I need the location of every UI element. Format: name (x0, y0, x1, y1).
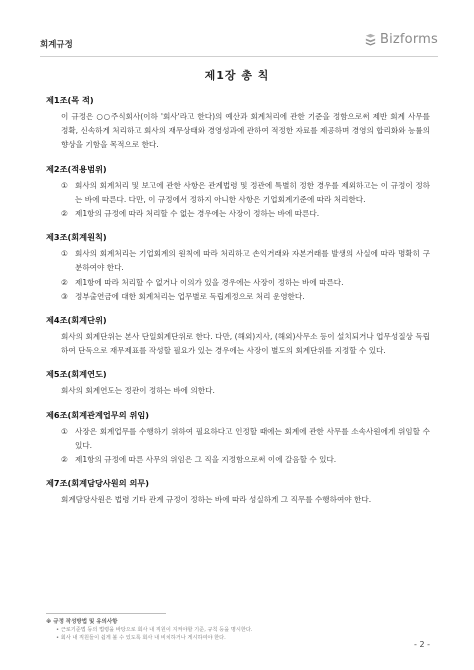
article-4 (46, 315, 430, 358)
article-text: 회사의 회계연도는 정관이 정하는 바에 의한다. (61, 386, 215, 396)
clause-text: 회사의 회계처리 및 보고에 관한 사항은 관계법령 및 정관에 특별히 정한 경우를 제외하고는 이 규정이 정하는 바에 따른다. 다만, 이 규정에서 정하지 아니한 사항은 기업회계기준에 따라 처리한다. (75, 180, 430, 204)
article-clause (46, 425, 430, 453)
clause-number: ② (61, 455, 68, 465)
clause-number: ① (61, 249, 68, 259)
footnote-line: • 근로기준법 등의 법령을 바탕으로 회사 내 직원이 지켜야할 기준, 규칙 등을 명시한다. (56, 627, 253, 633)
article-clause (46, 179, 430, 207)
brand-name: Bizforms (379, 32, 438, 47)
article-1 (46, 95, 430, 153)
clause-number: ① (61, 426, 68, 436)
article-5 (46, 369, 430, 398)
clause-number: ② (61, 209, 68, 219)
clause-text: 제1항의 규정에 따른 사무의 위임은 그 직을 지정함으로써 이에 갈음할 수 있다. (75, 455, 337, 465)
clause-text: 회사의 회계처리는 기업회계의 원칙에 따라 처리하고 손익거래와 자본거래를 발생의 사실에 따라 명확히 구분하여야 한다. (75, 249, 430, 273)
brand-logo (364, 32, 438, 47)
article-6 (46, 410, 430, 468)
article-heading: 제3조(회계원칙) (46, 232, 107, 243)
article-heading: 제5조(회계연도) (46, 369, 107, 380)
article-7 (46, 478, 430, 507)
article-clause (46, 276, 430, 290)
article-heading: 제4조(회계단위) (46, 315, 107, 326)
article-text: 회계담당사원은 법령 기타 관계 규정이 정하는 바에 따라 성실하게 그 직무를 수행하여야 한다. (61, 495, 372, 505)
page-header (40, 30, 438, 54)
clause-text: 사장은 회계업무를 수행하기 위하여 필요하다고 인정할 때에는 회계에 관한 사무를 소속사원에게 위임할 수 있다. (75, 426, 430, 450)
clause-text: 제1항의 규정에 따라 처리할 수 없는 경우에는 사장이 정하는 바에 따른다. (75, 209, 320, 219)
article-text: 이 규정은 ○○주식회사(이하 '회사'라고 한다)의 예산과 회계처리에 관한 기준을 정함으로써 제반 회계 사무를 정확, 신속하게 처리하고 회사의 재무상태와 경영성과에 관하여 적정한 자료를 제공하며 경영의 합리화와 능률의 향상을 기함을 목적으로 한다. (61, 112, 430, 150)
footnote-divider (46, 613, 166, 614)
clause-number: ③ (61, 291, 68, 301)
article-3 (46, 232, 430, 304)
article-heading: 제6조(회계관계업무의 위임) (46, 409, 150, 420)
header-divider (40, 56, 438, 57)
document-type-label: 회계규정 (40, 40, 73, 50)
footnote-title: ※ 규정 작성방법 및 유의사항 (46, 619, 118, 625)
clause-text: 정부출연금에 대한 회계처리는 업무별로 독립계정으로 처리 운영한다. (75, 291, 305, 301)
article-clause (46, 207, 430, 221)
footnote-line: • 회사 내 직원들이 쉽게 볼 수 있도록 회사 내 비치하거나 게시하여야 한다. (56, 635, 226, 641)
chapter-title: 제1장 총 칙 (204, 69, 270, 82)
document-body (46, 95, 430, 518)
article-heading: 제2조(적용범위) (46, 163, 107, 174)
article-2 (46, 164, 430, 222)
page-number: - 2 - (414, 640, 430, 649)
article-text: 회사의 회계단위는 본사 단일회계단위로 한다. 다만, (해외)지사, (해외)사무소 등이 설치되거나 업무성질상 독립하여 단독으로 재무제표를 작성할 필요가 있는 경우에는 사장이 별도의 회계단위를 지정할 수 있다. (61, 332, 430, 356)
article-clause (46, 453, 430, 467)
bizforms-logo-icon (364, 33, 377, 46)
article-clause (46, 247, 430, 275)
article-clause (46, 290, 430, 304)
clause-number: ① (61, 180, 68, 190)
clause-text: 제1항에 따라 처리할 수 없거나 이의가 있을 경우에는 사장이 정하는 바에 따른다. (75, 277, 344, 287)
article-heading: 제7조(회계담당사원의 의무) (46, 478, 150, 489)
article-heading: 제1조(목 적) (46, 95, 94, 105)
clause-number: ② (61, 277, 68, 287)
